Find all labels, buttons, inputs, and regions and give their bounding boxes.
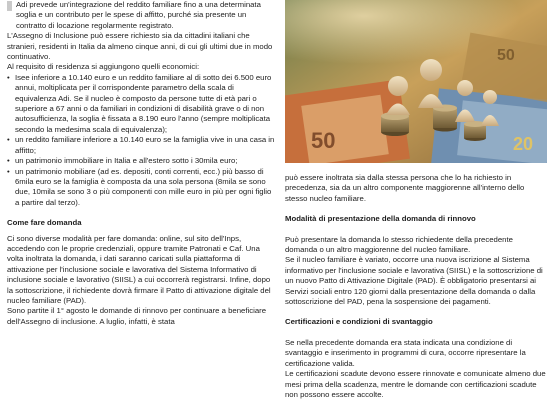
how-to-apply-paragraph-1: Ci sono diverse modalità per fare domanda: online, sul sito dell'Inps, accedendo con le proprie credenziali, oppure tramite Patronati e Caf. Una volta inoltrata la domanda, i dati saranno caricati sulla piattaforma di attivazione per l'inclusione sociale e lavorativa del Sistema Informativo di inclusione sociale e lavorativo (SIISL) a cui occorrerà registrarsi. Infine, dopo la sottoscrizione, il richiedente dovrà firmare il Patto di attivazione digitale del nucleo familiare (PAD). bbox=[7, 233, 271, 305]
certifications-paragraph-2: Le certificazioni scadute devono essere rinnovate e comunicate almeno due mesi prima della scadenza, mentre le domande con certificazioni scadute non possono essere accolte. bbox=[285, 369, 546, 399]
requirements-list bbox=[7, 73, 277, 208]
renewal-paragraph-1: Può presentare la domanda lo stesso richiedente della precedente domanda o un altro maggiorenne del nucleo familiare. bbox=[285, 234, 513, 255]
requirement-item: • un reddito familiare inferiore a 10.140 euro se la famiglia vive in una casa in affitto; bbox=[7, 135, 277, 156]
svg-text:20: 20 bbox=[513, 134, 534, 154]
continuation-paragraph: può essere inoltrata sia dalla stessa persona che lo ha richiesto in precedenza, sia da un altro componente maggiorenne all'interno dello stesso nucleo familiare. bbox=[285, 173, 525, 203]
renewal-paragraph-2: Se il nucleo familiare è variato, occorre una nuova iscrizione al Sistema informativo per l'inclusione sociale e lavorativa (SIISL) e la sottoscrizione di un nuovo Patto di Attivazione Digitale (PAD). È obbligatorio presentarsi ai Servizi sociali entro 120 giorni dalla presentazione della domanda o dalla sottoscrizione del PAD, pena la sospensione dei pagamenti. bbox=[285, 255, 543, 307]
section-title-renewal: Modalità di presentazione della domanda di rinnovo bbox=[285, 214, 476, 224]
requirement-item: • un patrimonio immobiliare in Italia e all'estero sotto i 30mila euro; bbox=[7, 156, 277, 166]
paragraph-marker bbox=[7, 1, 12, 11]
how-to-apply-paragraph-2: Sono partite il 1° agosto le domande di rinnovo per continuare a beneficiare dell'Assegno di inclusione. A luglio, infatti, è stata bbox=[7, 306, 267, 326]
section-title-certifications: Certificazioni e condizioni di svantaggio bbox=[285, 317, 433, 327]
section-title-how-to-apply: Come fare domanda bbox=[7, 218, 82, 228]
requirement-item: • un patrimonio mobiliare (ad es. depositi, conti correnti, ecc.) più basso di 6mila euro se la famiglia è composta da una sola persona (8mila se sono due, 10mila se sono 3 o più componenti con mille euro in più per ogni figlio a partire dal terzo). bbox=[7, 167, 277, 209]
intro-paragraph-1: Adi prevede un'integrazione del reddito familiare fino a una determinata soglia e un contributo per le spese di affitto, purché sia presente un contratto di locazione regolarmente registrato. bbox=[16, 0, 261, 30]
certifications-paragraph-1: Se nella precedente domanda era stata indicata una condizione di svantaggio e inserimento in programmi di cura, occorre ripresentare la certificazione valida. bbox=[285, 337, 526, 368]
intro-paragraph-2: L'Assegno di Inclusione può essere richiesto sia da cittadini italiani che stranieri, residenti in Italia da almeno cinque anni, di cui gli ultimi due in modo continuativo. bbox=[7, 31, 273, 62]
left-column bbox=[7, 0, 277, 327]
requirements-intro: Al requisito di residenza si aggiungono quelli economici: bbox=[7, 62, 200, 72]
requirement-item: • Isee inferiore a 10.140 euro e un reddito familiare al di sotto dei 6.500 euro annui, moltiplicata per il corrispondente parametro della scala di equivalenza Adi. Se il nucleo è composto da persone tutte di età pari o superiore a 67 anni o da familiari in condizioni di disabilità grave o di non autosufficienza, la soglia è fissata a 8.190 euro l'anno (sempre moltiplicata secondo la medesima scala di equivalenza); bbox=[7, 73, 277, 135]
coins-and-figures-photo bbox=[285, 0, 547, 163]
photo-illustration bbox=[285, 0, 547, 163]
right-column bbox=[285, 173, 547, 400]
svg-text:50: 50 bbox=[311, 128, 336, 153]
svg-text:50: 50 bbox=[497, 47, 515, 64]
